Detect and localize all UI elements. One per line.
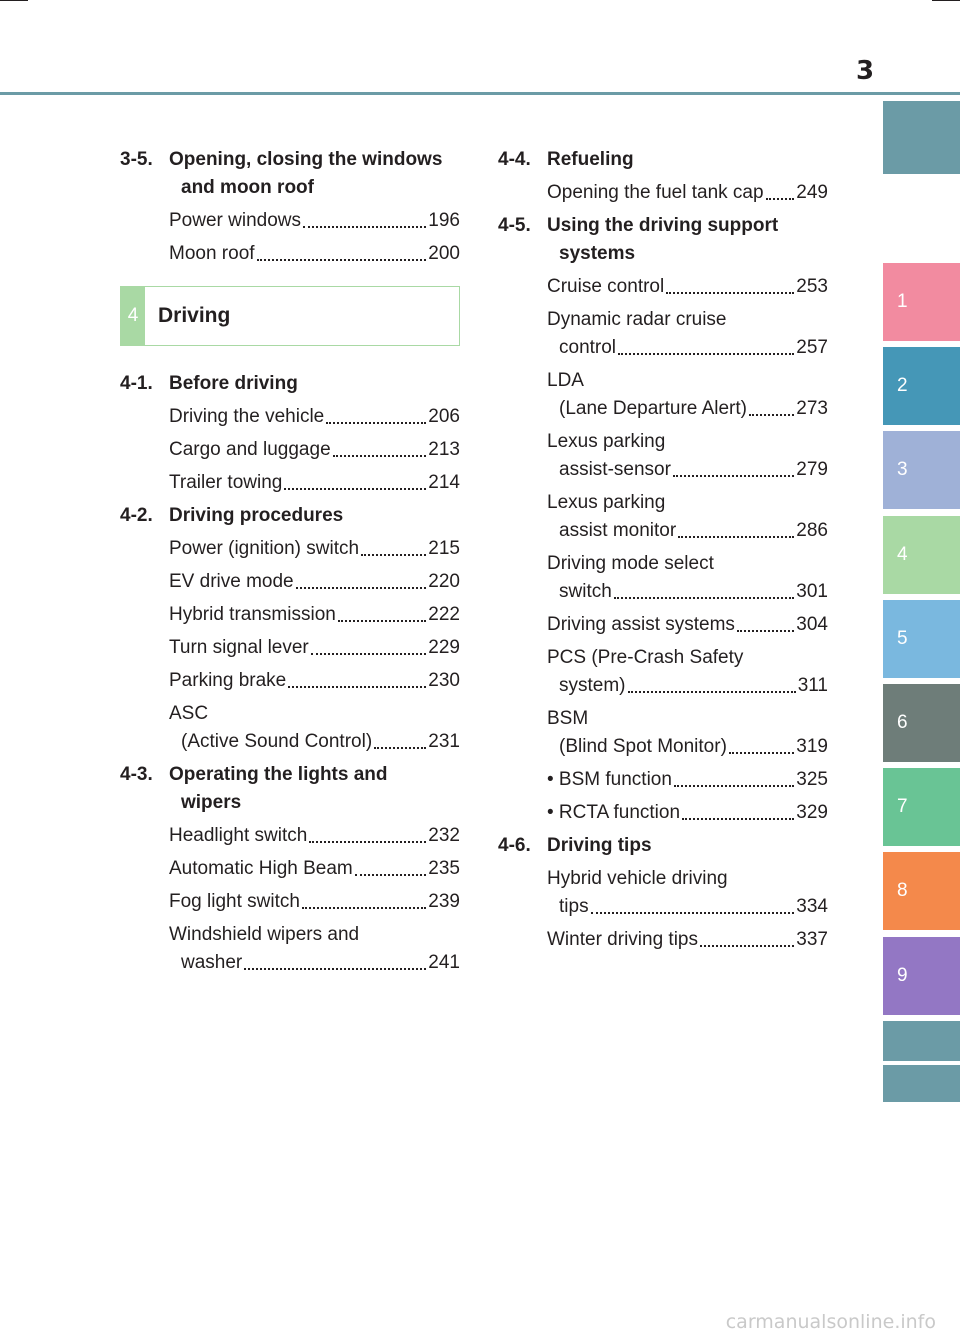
entry-page-number: 213 <box>428 439 460 460</box>
entry-page-number: 279 <box>796 459 828 480</box>
crop-mark-left <box>0 0 28 1</box>
section-title-text: Using the driving support <box>547 215 779 236</box>
entry-page-number: 222 <box>428 604 460 625</box>
dot-leader <box>618 352 794 355</box>
entry-label-continued: tips <box>559 896 589 917</box>
section-title-continued: and moon roof <box>181 177 314 198</box>
entry-page-number: 206 <box>428 406 460 427</box>
toc-entry[interactable] <box>169 634 460 662</box>
dot-leader <box>361 553 426 556</box>
entry-page-number: 200 <box>428 243 460 264</box>
chapter-tab-blank[interactable] <box>883 1021 960 1061</box>
toc-entry[interactable] <box>169 240 460 268</box>
entry-page-number: 241 <box>428 952 460 973</box>
dot-leader <box>766 197 795 200</box>
chapter-title: Driving <box>158 304 231 327</box>
entry-label: EV drive mode <box>169 571 294 592</box>
dot-leader <box>674 784 794 787</box>
entry-label: Windshield wipers and <box>169 924 360 945</box>
header-rule <box>0 92 960 95</box>
dot-leader <box>333 454 427 457</box>
toc-entry[interactable] <box>169 700 460 756</box>
entry-page-number: 257 <box>796 337 828 358</box>
entry-label: Trailer towing <box>169 472 283 493</box>
entry-page-number: 319 <box>796 736 828 757</box>
dot-leader <box>303 225 426 228</box>
dot-leader <box>673 474 794 477</box>
toc-entry[interactable] <box>547 367 828 423</box>
entry-label-continued: (Active Sound Control) <box>181 731 373 752</box>
entry-label: Headlight switch <box>169 825 308 846</box>
entry-page-number: 215 <box>428 538 460 559</box>
toc-entry[interactable] <box>547 705 828 761</box>
section-heading <box>498 212 828 268</box>
entry-page-number: 301 <box>796 581 828 602</box>
dot-leader <box>302 906 426 909</box>
section-title-text: Driving tips <box>547 835 652 856</box>
watermark: carmanualsonline.info <box>725 1311 936 1333</box>
toc-entry[interactable] <box>547 179 828 207</box>
entry-label-line2 <box>547 733 828 761</box>
entry-page-number: 235 <box>428 858 460 879</box>
crop-mark-right <box>932 0 960 1</box>
section-title-text: Driving procedures <box>169 505 344 526</box>
entry-label-continued: washer <box>181 952 243 973</box>
chapter-tab-9[interactable]: 9 <box>883 937 960 1015</box>
entry-label: • RCTA function <box>547 802 681 823</box>
entry-label-continued: control <box>559 337 617 358</box>
entry-label: Turn signal lever <box>169 637 309 658</box>
dot-leader <box>682 817 794 820</box>
dot-leader <box>614 596 795 599</box>
toc-entry[interactable] <box>169 822 460 850</box>
toc-entry[interactable] <box>547 611 828 639</box>
section-number: 3-5. <box>120 149 153 170</box>
entry-label: Fog light switch <box>169 891 300 912</box>
entry-label-line2 <box>547 672 828 700</box>
toc-entry[interactable] <box>169 403 460 431</box>
entry-page-number: 214 <box>428 472 460 493</box>
entry-label-continued: system) <box>559 675 626 696</box>
chapter-tab-6[interactable]: 6 <box>883 684 960 762</box>
entry-label: • BSM function <box>547 769 672 790</box>
chapter-tab-7[interactable]: 7 <box>883 768 960 846</box>
chapter-tab-3[interactable]: 3 <box>883 431 960 509</box>
toc-entry[interactable] <box>547 766 828 794</box>
chapter-tab-blank[interactable] <box>883 1065 960 1102</box>
toc-entry[interactable] <box>547 865 828 921</box>
dot-leader <box>749 413 794 416</box>
entry-page-number: 239 <box>428 891 460 912</box>
chapter-tab-5[interactable]: 5 <box>883 600 960 678</box>
entry-label-line2 <box>547 456 828 484</box>
dot-leader <box>338 619 426 622</box>
entry-label: Opening the fuel tank cap <box>547 182 764 203</box>
dot-leader <box>296 586 427 589</box>
entry-page-number: 230 <box>428 670 460 691</box>
toc-left-column <box>120 146 460 982</box>
entry-label-line2 <box>547 578 828 606</box>
dot-leader <box>678 535 794 538</box>
entry-label-continued: assist monitor <box>559 520 677 541</box>
section-heading <box>498 146 828 174</box>
toc-entry[interactable] <box>169 855 460 883</box>
toc-entry[interactable] <box>547 799 828 827</box>
section-number: 4-6. <box>498 835 531 856</box>
section-heading <box>498 832 828 860</box>
section-number: 4-4. <box>498 149 531 170</box>
toc-entry[interactable] <box>169 535 460 563</box>
toc-entry[interactable] <box>547 489 828 545</box>
dot-leader <box>729 751 794 754</box>
toc-entry[interactable] <box>169 888 460 916</box>
entry-page-number: 304 <box>796 614 828 635</box>
entry-label: Cargo and luggage <box>169 439 331 460</box>
entry-page-number: 337 <box>796 929 828 950</box>
chapter-heading-box <box>120 286 460 346</box>
dot-leader <box>311 652 427 655</box>
dot-leader <box>309 840 426 843</box>
entry-label-line2 <box>547 893 828 921</box>
entry-label: Parking brake <box>169 670 287 691</box>
toc-entry[interactable] <box>169 667 460 695</box>
section-number: 4-3. <box>120 764 153 785</box>
dot-leader <box>591 911 795 914</box>
dot-leader <box>666 291 794 294</box>
entry-page-number: 286 <box>796 520 828 541</box>
entry-label: Dynamic radar cruise <box>547 309 727 330</box>
entry-label-line2 <box>169 949 460 977</box>
section-title <box>547 832 828 860</box>
entry-label: BSM <box>547 708 589 729</box>
section-title <box>169 146 460 202</box>
entry-page-number: 329 <box>796 802 828 823</box>
entry-label: Driving assist systems <box>547 614 735 635</box>
entry-label: Lexus parking <box>547 492 666 513</box>
entry-page-number: 196 <box>428 210 460 231</box>
section-title-continued: systems <box>559 243 636 264</box>
entry-label: ASC <box>169 703 209 724</box>
entry-label-continued: switch <box>559 581 612 602</box>
chapter-tab-4[interactable]: 4 <box>883 516 960 594</box>
dot-leader <box>737 629 794 632</box>
entry-label: Driving the vehicle <box>169 406 325 427</box>
toc-entry[interactable] <box>169 601 460 629</box>
dot-leader <box>374 746 426 749</box>
entry-page-number: 311 <box>797 675 828 696</box>
section-heading <box>120 502 460 530</box>
chapter-tab-blank[interactable] <box>883 101 960 174</box>
dot-leader <box>326 421 426 424</box>
entry-page-number: 232 <box>428 825 460 846</box>
section-number: 4-2. <box>120 505 153 526</box>
entry-page-number: 273 <box>796 398 828 419</box>
entry-page-number: 334 <box>796 896 828 917</box>
section-number: 4-5. <box>498 215 531 236</box>
entry-label: Moon roof <box>169 243 255 264</box>
entry-label-line2 <box>547 517 828 545</box>
toc-entry[interactable] <box>547 428 828 484</box>
toc-entry[interactable] <box>547 644 828 700</box>
toc-entry[interactable] <box>169 568 460 596</box>
entry-page-number: 253 <box>796 276 828 297</box>
section-title-text: Opening, closing the windows <box>169 149 443 170</box>
section-heading <box>120 146 460 202</box>
entry-label-line2 <box>547 334 828 362</box>
section-number: 4-1. <box>120 373 153 394</box>
chapter-tab-2[interactable]: 2 <box>883 347 960 425</box>
toc-entry[interactable] <box>169 469 460 497</box>
entry-label: Hybrid vehicle driving <box>547 868 728 889</box>
entry-label: Power windows <box>169 210 301 231</box>
entry-page-number: 249 <box>796 182 828 203</box>
entry-label: Power (ignition) switch <box>169 538 360 559</box>
section-title <box>169 502 460 530</box>
dot-leader <box>257 258 427 261</box>
section-title-continued: wipers <box>181 792 242 813</box>
toc-entry[interactable] <box>547 273 828 301</box>
entry-page-number: 220 <box>428 571 460 592</box>
section-title <box>547 212 828 268</box>
entry-label: Winter driving tips <box>547 929 698 950</box>
entry-label-line2 <box>547 395 828 423</box>
entry-label: Driving mode select <box>547 553 714 574</box>
section-title <box>547 146 828 174</box>
page-number: 3 <box>855 56 875 86</box>
toc-entry[interactable] <box>169 921 460 977</box>
section-title <box>169 370 460 398</box>
chapter-number: 4 <box>121 287 145 345</box>
entry-label-continued: (Blind Spot Monitor) <box>559 736 727 757</box>
section-heading <box>120 761 460 817</box>
section-title-text: Operating the lights and <box>169 764 388 785</box>
toc-entry[interactable] <box>169 207 460 235</box>
entry-label-continued: assist-sensor <box>559 459 671 480</box>
entry-page-number: 325 <box>796 769 828 790</box>
dot-leader <box>244 967 426 970</box>
entry-page-number: 229 <box>428 637 460 658</box>
toc-entry[interactable] <box>547 926 828 954</box>
entry-label-line2 <box>169 728 460 756</box>
chapter-tab-1[interactable]: 1 <box>883 263 960 341</box>
section-heading <box>120 370 460 398</box>
entry-page-number: 231 <box>428 731 460 752</box>
dot-leader <box>288 685 426 688</box>
entry-label: LDA <box>547 370 584 391</box>
dot-leader <box>284 487 426 490</box>
toc-entry[interactable] <box>547 306 828 362</box>
toc-entry[interactable] <box>169 436 460 464</box>
toc-right-column <box>498 146 828 959</box>
section-title <box>169 761 460 817</box>
entry-label-continued: (Lane Departure Alert) <box>559 398 747 419</box>
entry-label: Automatic High Beam <box>169 858 353 879</box>
chapter-tab-8[interactable]: 8 <box>883 852 960 930</box>
toc-entry[interactable] <box>547 550 828 606</box>
entry-label: Cruise control <box>547 276 665 297</box>
entry-label: Hybrid transmission <box>169 604 336 625</box>
entry-label: PCS (Pre-Crash Safety <box>547 647 744 668</box>
entry-label: Lexus parking <box>547 431 666 452</box>
section-title-text: Before driving <box>169 373 298 394</box>
section-title-text: Refueling <box>547 149 634 170</box>
dot-leader <box>700 944 794 947</box>
dot-leader <box>628 690 796 693</box>
dot-leader <box>355 873 427 876</box>
